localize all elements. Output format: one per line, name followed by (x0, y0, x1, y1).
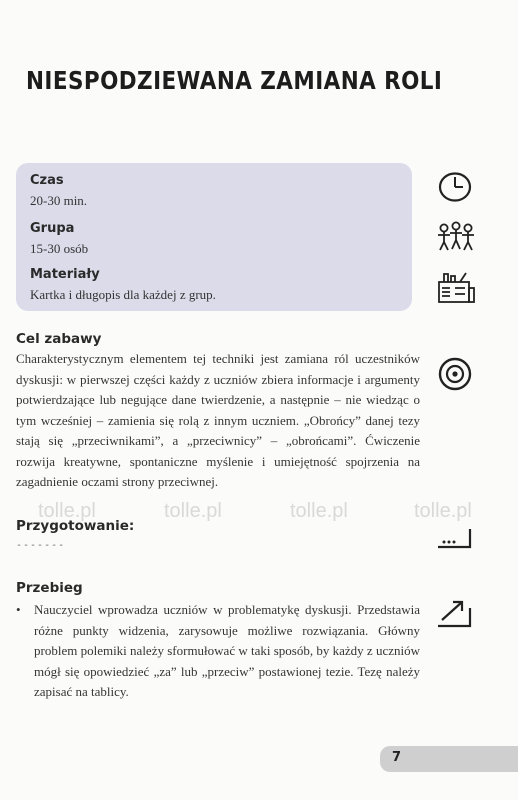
materials-value: Kartka i długopis dla każdej z grup. (30, 287, 216, 302)
page-number-bar (380, 746, 518, 772)
materials-icon (436, 270, 476, 306)
group-value: 15-30 osób (30, 241, 89, 256)
time-label: Czas (30, 173, 64, 188)
watermark-1: tolle.pl (38, 500, 96, 522)
info-box (16, 163, 412, 311)
preparation-placeholder: ------- (16, 540, 66, 551)
bullet: • (16, 602, 21, 617)
clock-icon (436, 170, 474, 204)
watermark-2: tolle.pl (164, 500, 222, 522)
preparation-heading: Przygotowanie: (16, 518, 135, 534)
preparation-icon (436, 525, 474, 551)
progress-arrow-icon (436, 596, 474, 630)
procedure-list-item (16, 600, 420, 703)
procedure-heading: Przebieg (16, 580, 83, 596)
page-number: 7 (392, 750, 402, 765)
time-value: 20-30 min. (30, 193, 88, 208)
group-icon (436, 220, 476, 254)
group-label: Grupa (30, 221, 75, 236)
watermark-4: tolle.pl (414, 500, 472, 522)
goal-heading: Cel zabawy (16, 331, 102, 347)
materials-label: Materiały (30, 267, 100, 282)
watermark-3: tolle.pl (290, 500, 348, 522)
page-title: NIESPODZIEWANA ZAMIANA ROLI (26, 66, 443, 95)
target-icon (436, 356, 474, 392)
procedure-item-text: Nauczyciel wprowadza uczniów w problematykę dyskusji. Przedstawia różne punkty widzenia, zarysowuje możliwe rozwiązania. Główny problem polemiki należy sformułować w taki sposób, by każdy z uczniów mógł się opowiedzieć „za” lub „przeciw” postawionej tezie. Tezę należy zapisać na tablicy. (34, 602, 420, 699)
goal-text: Charakterystycznym elementem tej techniki jest zamiana ról uczestników dyskusji: w pierwszej części każdy z uczniów zbiera informacje i argumenty potwierdzające lub negujące dane twierdzenie, a następnie – nie wiedząc o tym wcześniej – zamienia się rolą z innym uczniem. „Obrońcy” danej tezy stają się „przeciwnikami”, a „przeciwnicy” – „obrońcami”. Ćwiczenie rozwija kreatywne, spontaniczne myślenie i umiejętność spojrzenia na zagadnienie oczami strony przeciwnej. (16, 351, 420, 489)
